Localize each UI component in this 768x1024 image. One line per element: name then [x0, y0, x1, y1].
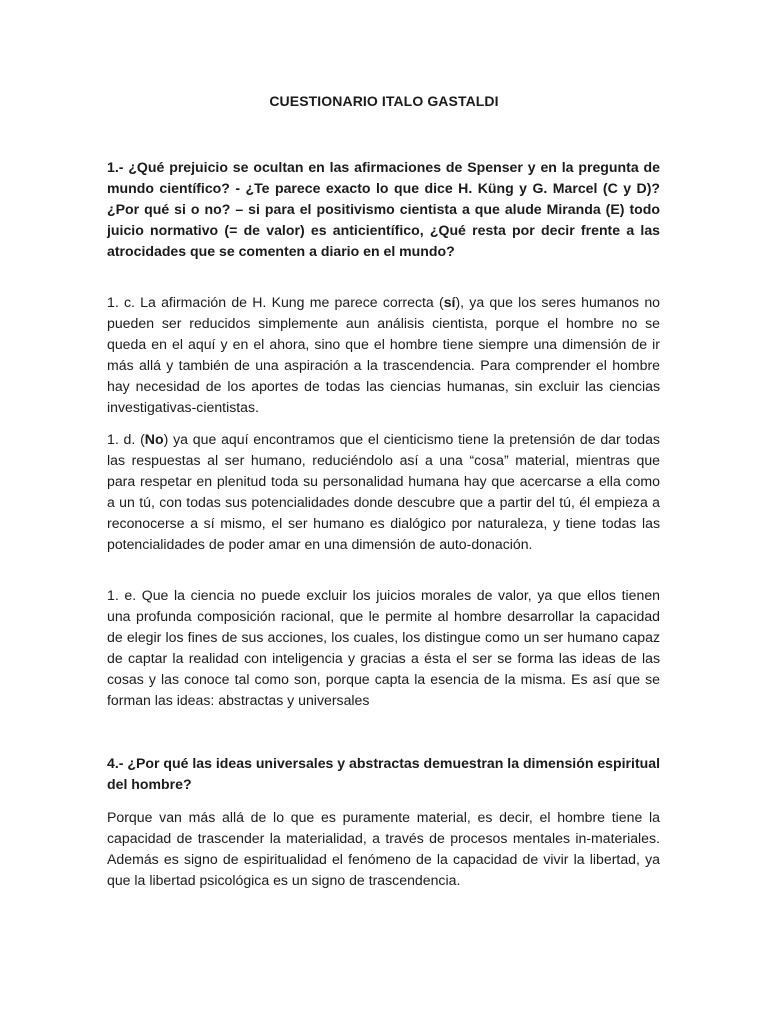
question-1: 1.- ¿Qué prejuicio se ocultan en las afirmaciones de Spenser y en la pregunta de mundo científico? - ¿Te parece exacto lo que dice H. Küng y G. Marcel (C y D)? ¿Por qué si o no? – si para el positivismo cientista a que alude Miranda (E) todo juicio normativo (= de valor) es anticientífico, ¿Qué resta por decir frente a las atrocidades que se comenten a diario en el mundo?	[107, 159, 660, 259]
answer-1c-emphasis: sí	[443, 294, 456, 310]
answer-1d-emphasis: No	[144, 431, 164, 447]
answer-1d-text-start: 1. d. (	[107, 431, 145, 447]
answer-1d	[107, 429, 660, 555]
answer-1d-text-end: ) ya que aquí encontramos que el cienticismo tiene la pretensión de dar todas las respuestas al ser humano, reduciéndolo así a una “cosa” material, mientras que para respetar en plenitud toda su personalidad humana hay que acercarse a ella como a un tú, con todas sus potencialidades donde descubre que a partir del tú, él empieza a reconocerse a sí mismo, el ser humano es dialógico por naturaleza, y tiene todas las potencialidades de poder amar en una dimensión de auto-donación.	[107, 431, 660, 552]
answer-1c-text-end: ), ya que los seres humanos no pueden ser reducidos simplemente aun análisis cientista, porque el hombre no se queda en el aquí y en el ahora, sino que el hombre tiene siempre una dimensión de ir más allá y también de una aspiración a la trascendencia. Para comprender el hombre hay necesidad de los aportes de todas las ciencias humanas, sin excluir las ciencias investigativas-cientistas.	[107, 294, 660, 415]
answer-1e: 1. e. Que la ciencia no puede excluir los juicios morales de valor, ya que ellos tienen una profunda composición racional, que le permite al hombre desarrollar la capacidad de elegir los fines de sus acciones, los cuales, los distingue como un ser humano capaz de captar la realidad con inteligencia y gracias a ésta el ser se forma las ideas de las cosas y las conoce tal como son, porque capta la esencia de la misma. Es así que se forman las ideas: abstractas y universales	[107, 587, 660, 708]
document-title: CUESTIONARIO ITALO GASTALDI	[269, 93, 499, 109]
answer-1c-text-start: 1. c. La afirmación de H. Kung me parece correcta (	[107, 294, 444, 310]
answer-4: Porque van más allá de lo que es puramente material, es decir, el hombre tiene la capacidad de trascender la materialidad, a través de procesos mentales in-materiales. Además es signo de espiritualidad el fenómeno de la capacidad de vivir la libertad, ya que la libertad psicológica es un signo de trascendencia.	[107, 809, 660, 888]
answer-1c	[107, 292, 660, 418]
question-4: 4.- ¿Por qué las ideas universales y abstractas demuestran la dimensión espiritual del hombre?	[107, 755, 661, 792]
